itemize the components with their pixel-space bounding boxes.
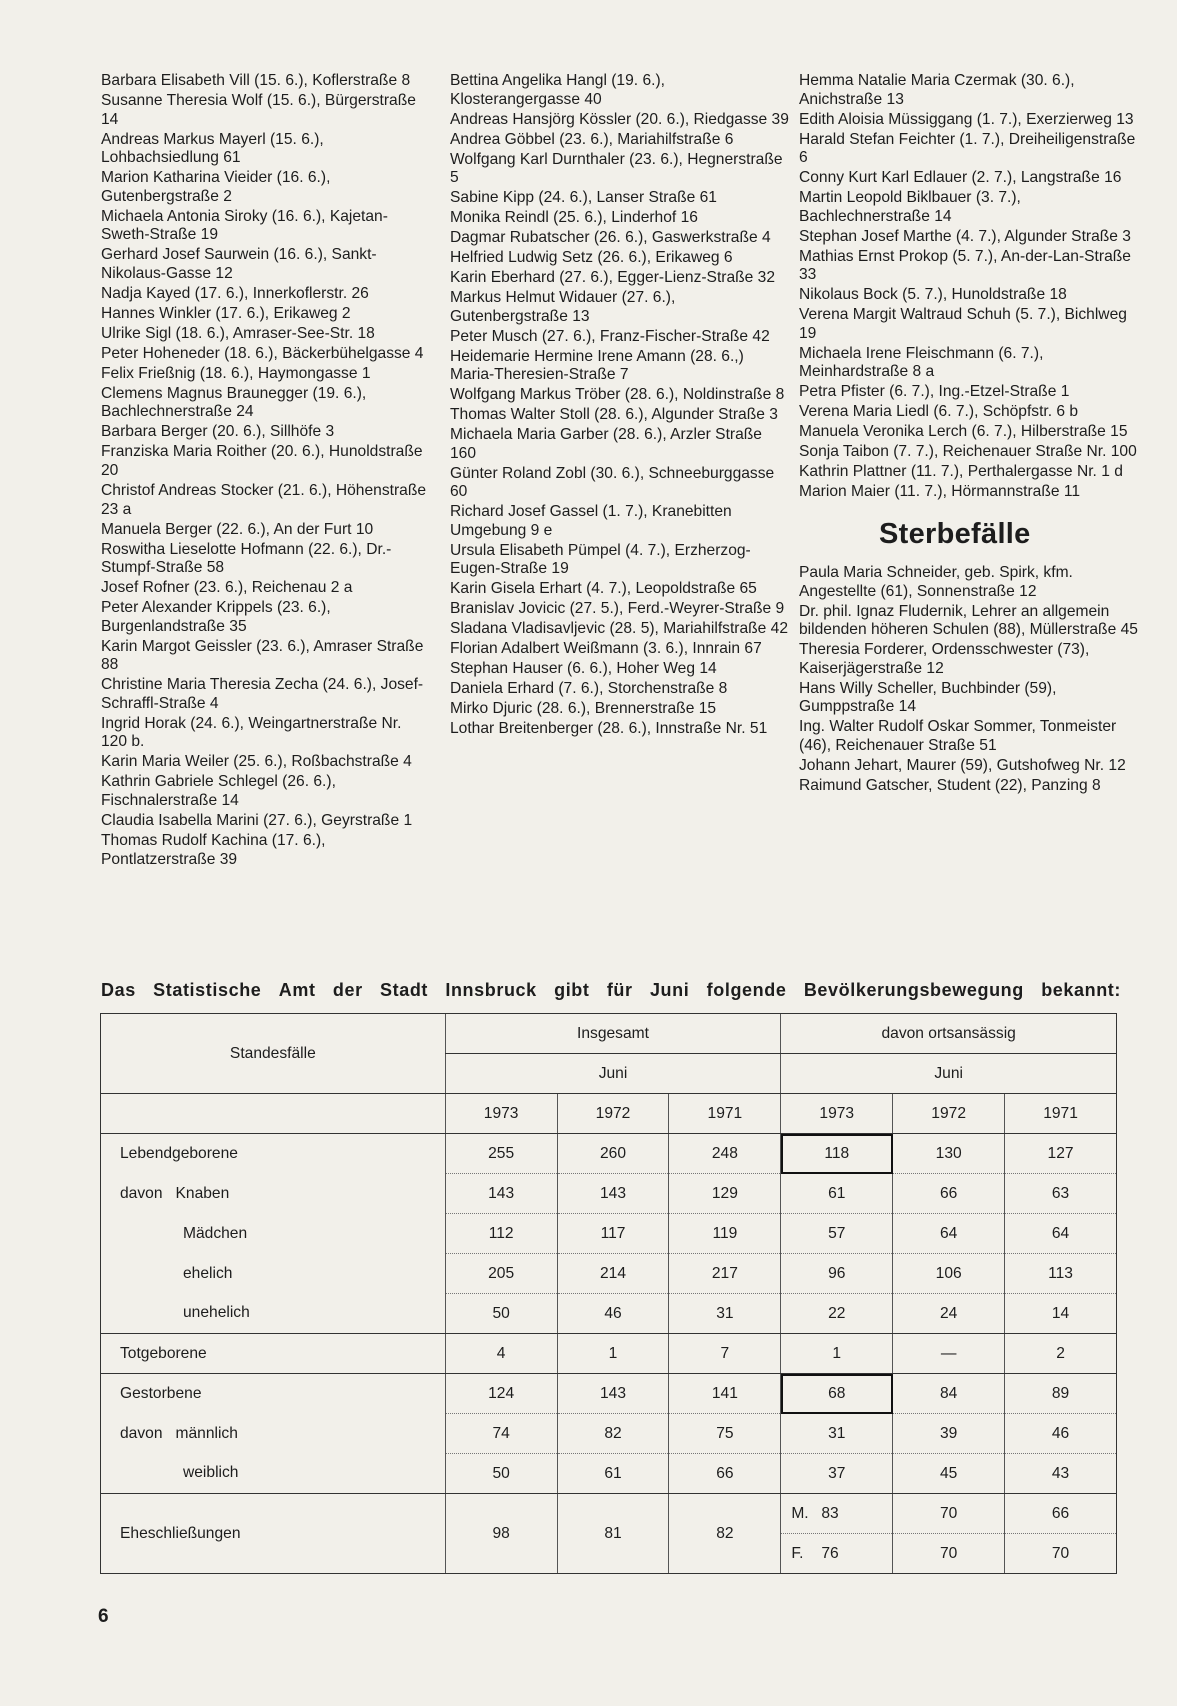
death-entry: Ing. Walter Rudolf Oskar Sommer, Tonmeister (46), Reichenauer Straße 51 <box>799 718 1117 754</box>
header-month: Juni <box>445 1054 781 1094</box>
cell: 57 <box>781 1214 893 1254</box>
table-row <box>101 1454 1117 1494</box>
birth-entry: Lothar Breitenberger (28. 6.), Innstraße Nr. 51 <box>450 720 768 738</box>
birth-entry: Gerhard Josef Saurwein (16. 6.), Sankt-Nikolaus-Gasse 12 <box>101 246 377 282</box>
cell: 2 <box>1005 1334 1117 1374</box>
cell: 46 <box>557 1294 669 1334</box>
death-entry: Dr. phil. Ignaz Fludernik, Lehrer an allgemein bildenden höheren Schulen (88), Müllerstraße 45 <box>799 602 1138 639</box>
cell: 24 <box>893 1294 1005 1334</box>
deaths-heading: Sterbefälle <box>879 517 1031 550</box>
birth-entry: Peter Musch (27. 6.), Franz-Fischer-Straße 42 <box>450 327 770 345</box>
table-row <box>101 1254 1117 1294</box>
birth-entry: Ulrike Sigl (18. 6.), Amraser-See-Str. 18 <box>101 324 375 342</box>
cell: 96 <box>781 1254 893 1294</box>
cell: 118 <box>781 1134 893 1174</box>
table-row <box>101 1214 1117 1254</box>
birth-entry: Ingrid Horak (24. 6.), Weingartnerstraße Nr. 120 b. <box>101 714 402 751</box>
birth-entry: Daniela Erhard (7. 6.), Storchenstraße 8 <box>450 680 728 698</box>
cell: 43 <box>1005 1454 1117 1494</box>
cell: 106 <box>893 1254 1005 1294</box>
cell: 61 <box>557 1454 669 1494</box>
cell: 68 <box>781 1374 893 1414</box>
table-row <box>101 1134 1117 1174</box>
birth-entry: Karin Maria Weiler (25. 6.), Roßbachstraße 4 <box>101 753 412 771</box>
male-key: M. <box>791 1504 809 1522</box>
birth-entry: Günter Roland Zobl (30. 6.), Schneeburggasse 60 <box>450 464 775 501</box>
title-word: Amt <box>278 980 316 1000</box>
birth-entry: Clemens Magnus Braunegger (19. 6.), Bachlechnerstraße 24 <box>101 384 367 421</box>
cell: 143 <box>445 1174 557 1214</box>
table-row <box>101 1334 1117 1374</box>
year-header: 1973 <box>781 1094 893 1134</box>
cell-male <box>781 1494 893 1534</box>
cell: 64 <box>893 1214 1005 1254</box>
cell: 39 <box>893 1414 1005 1454</box>
cell: 50 <box>445 1294 557 1334</box>
cell: 124 <box>445 1374 557 1414</box>
female-value: 76 <box>821 1544 839 1562</box>
cell-male: 70 <box>893 1494 1005 1534</box>
birth-entry: Kathrin Plattner (11. 7.), Perthalergasse Nr. 1 d <box>799 463 1123 481</box>
statistics-title <box>101 980 1121 1001</box>
header-label: Standesfälle <box>101 1014 446 1094</box>
birth-entry: Petra Pfister (6. 7.), Ing.-Etzel-Straße 1 <box>799 383 1070 401</box>
birth-entry: Harald Stefan Feichter (1. 7.), Dreiheiligenstraße 6 <box>799 130 1136 167</box>
page-number: 6 <box>98 1606 109 1627</box>
birth-entry: Susanne Theresia Wolf (15. 6.), Bürgerstraße 14 <box>101 91 416 128</box>
cell: 82 <box>557 1414 669 1454</box>
cell: 214 <box>557 1254 669 1294</box>
birth-entry: Thomas Walter Stoll (28. 6.), Algunder Straße 3 <box>450 406 778 424</box>
row-label: unehelich <box>101 1294 446 1334</box>
cell: 84 <box>893 1374 1005 1414</box>
cell: 1 <box>557 1334 669 1374</box>
row-label <box>101 1174 446 1214</box>
cell: 248 <box>669 1134 781 1174</box>
title-word: Innsbruck <box>445 980 537 1000</box>
birth-entry: Hemma Natalie Maria Czermak (30. 6.), Anichstraße 13 <box>799 72 1075 108</box>
birth-entry: Claudia Isabella Marini (27. 6.), Geyrstraße 1 <box>101 811 413 829</box>
cell: 127 <box>1005 1134 1117 1174</box>
title-word: der <box>332 980 363 1000</box>
header-month: Juni <box>781 1054 1117 1094</box>
death-entry: Johann Jehart, Maurer (59), Gutshofweg Nr. 12 <box>799 756 1126 774</box>
cell: 143 <box>557 1174 669 1214</box>
row-label: Eheschließungen <box>101 1494 446 1574</box>
table-row <box>101 1174 1117 1214</box>
cell-female: 70 <box>1005 1534 1117 1574</box>
death-entry: Paula Maria Schneider, geb. Spirk, kfm. Angestellte (61), Sonnenstraße 12 <box>799 563 1073 600</box>
birth-entry: Florian Adalbert Weißmann (3. 6.), Innrain 67 <box>450 640 762 658</box>
row-label: Mädchen <box>101 1214 446 1254</box>
birth-entry: Christof Andreas Stocker (21. 6.), Höhenstraße 23 a <box>101 481 427 518</box>
birth-entry: Andreas Hansjörg Kössler (20. 6.), Riedgasse 39 <box>450 110 789 128</box>
birth-entry: Peter Hoheneder (18. 6.), Bäckerbühelgasse 4 <box>101 344 424 362</box>
cell-male: 66 <box>1005 1494 1117 1534</box>
death-entry: Hans Willy Scheller, Buchbinder (59), Gumppstraße 14 <box>799 679 1057 716</box>
birth-entry: Heidemarie Hermine Irene Amann (28. 6.,) Maria-Theresien-Straße 7 <box>450 347 744 384</box>
cell: 112 <box>445 1214 557 1254</box>
birth-entry: Michaela Antonia Siroky (16. 6.), Kajetan-Sweth-Straße 19 <box>101 207 388 244</box>
table-header-row <box>101 1014 1117 1054</box>
cell: 46 <box>1005 1414 1117 1454</box>
cell: 50 <box>445 1454 557 1494</box>
births-column-3 <box>799 72 1139 797</box>
cell: 31 <box>669 1294 781 1334</box>
title-word: folgende <box>706 980 787 1000</box>
row-prefix: davon <box>120 1184 163 1202</box>
cell: 4 <box>445 1334 557 1374</box>
row-label-text: Knaben <box>175 1184 230 1202</box>
birth-entry: Nikolaus Bock (5. 7.), Hunoldstraße 18 <box>799 286 1067 304</box>
birth-entry: Josef Rofner (23. 6.), Reichenau 2 a <box>101 579 353 597</box>
table-row <box>101 1414 1117 1454</box>
birth-entry: Wolfgang Karl Durnthaler (23. 6.), Hegnerstraße 5 <box>450 150 783 187</box>
cell: 130 <box>893 1134 1005 1174</box>
birth-entry: Dagmar Rubatscher (26. 6.), Gaswerkstraße 4 <box>450 229 771 247</box>
year-header: 1972 <box>557 1094 669 1134</box>
cell: 64 <box>1005 1214 1117 1254</box>
year-header: 1971 <box>669 1094 781 1134</box>
cell: 45 <box>893 1454 1005 1494</box>
table-row <box>101 1294 1117 1334</box>
title-word: Stadt <box>380 980 429 1000</box>
birth-entry: Mirko Djuric (28. 6.), Brennerstraße 15 <box>450 700 717 718</box>
birth-entry: Sladana Vladisavljevic (28. 5), Mariahilfstraße 42 <box>450 620 789 638</box>
cell: 37 <box>781 1454 893 1494</box>
birth-entry: Martin Leopold Biklbauer (3. 7.), Bachlechnerstraße 14 <box>799 189 1021 225</box>
cell: 89 <box>1005 1374 1117 1414</box>
birth-entry: Stephan Josef Marthe (4. 7.), Algunder Straße 3 <box>799 227 1131 245</box>
cell: 260 <box>557 1134 669 1174</box>
female-key: F. <box>791 1544 804 1562</box>
cell: 113 <box>1005 1254 1117 1294</box>
cell: — <box>893 1334 1005 1374</box>
birth-entry: Michaela Irene Fleischmann (6. 7.), Meinhardstraße 8 a <box>799 344 1044 381</box>
cell: 66 <box>893 1174 1005 1214</box>
death-entry: Raimund Gatscher, Student (22), Panzing 8 <box>799 776 1101 794</box>
row-label: Gestorbene <box>101 1374 446 1414</box>
birth-entry: Stephan Hauser (6. 6.), Hoher Weg 14 <box>450 660 717 678</box>
title-word: gibt <box>554 980 590 1000</box>
birth-entry: Bettina Angelika Hangl (19. 6.), Klosterangergasse 40 <box>450 72 665 108</box>
birth-entry: Wolfgang Markus Tröber (28. 6.), Noldinstraße 8 <box>450 386 785 404</box>
cell: 63 <box>1005 1174 1117 1214</box>
birth-entry: Markus Helmut Widauer (27. 6.), Gutenbergstraße 13 <box>450 289 676 325</box>
row-label: ehelich <box>101 1254 446 1294</box>
cell: 129 <box>669 1174 781 1214</box>
birth-entry: Karin Gisela Erhart (4. 7.), Leopoldstraße 65 <box>450 580 757 598</box>
cell: 31 <box>781 1414 893 1454</box>
birth-entry: Roswitha Lieselotte Hofmann (22. 6.), Dr.-Stumpf-Straße 58 <box>101 540 392 577</box>
birth-entry: Andrea Göbbel (23. 6.), Mariahilfstraße 6 <box>450 130 734 148</box>
year-header: 1973 <box>445 1094 557 1134</box>
birth-entry: Sonja Taibon (7. 7.), Reichenauer Straße Nr. 100 <box>799 443 1137 461</box>
birth-entry: Mathias Ernst Prokop (5. 7.), An-der-Lan-Straße 33 <box>799 247 1131 284</box>
birth-entry: Marion Maier (11. 7.), Hörmannstraße 11 <box>799 483 1081 501</box>
birth-entry: Karin Margot Geissler (23. 6.), Amraser Straße 88 <box>101 637 424 674</box>
cell: 82 <box>669 1494 781 1574</box>
male-value: 83 <box>821 1504 839 1522</box>
birth-entry: Ursula Elisabeth Pümpel (4. 7.), Erzherzog-Eugen-Straße 19 <box>450 541 751 578</box>
table-year-row <box>101 1094 1117 1134</box>
title-word: bekannt: <box>1041 980 1121 1000</box>
birth-entry: Thomas Rudolf Kachina (17. 6.), Pontlatzerstraße 39 <box>101 831 326 868</box>
birth-entry: Manuela Veronika Lerch (6. 7.), Hilberstraße 15 <box>799 423 1128 441</box>
cell: 141 <box>669 1374 781 1414</box>
births-column-1 <box>101 72 431 871</box>
row-prefix: davon <box>120 1424 163 1442</box>
row-label-text: männlich <box>175 1424 238 1442</box>
cell: 143 <box>557 1374 669 1414</box>
cell: 119 <box>669 1214 781 1254</box>
title-word: für <box>606 980 633 1000</box>
cell: 66 <box>669 1454 781 1494</box>
birth-entry: Verena Margit Waltraud Schuh (5. 7.), Bichlweg 19 <box>799 306 1127 342</box>
row-label <box>101 1414 446 1454</box>
birth-entry: Christine Maria Theresia Zecha (24. 6.), Josef-Schraffl-Straße 4 <box>101 676 424 712</box>
cell: 1 <box>781 1334 893 1374</box>
birth-entry: Marion Katharina Vieider (16. 6.), Gutenbergstraße 2 <box>101 169 331 205</box>
birth-entry: Verena Maria Liedl (6. 7.), Schöpfstr. 6 b <box>799 403 1079 421</box>
cell: 74 <box>445 1414 557 1454</box>
birth-entry: Kathrin Gabriele Schlegel (26. 6.), Fischnalerstraße 14 <box>101 773 336 809</box>
birth-entry: Felix Frießnig (18. 6.), Haymongasse 1 <box>101 364 371 382</box>
birth-entry: Michaela Maria Garber (28. 6.), Arzler Straße 160 <box>450 426 762 462</box>
cell: 205 <box>445 1254 557 1294</box>
birth-entry: Nadja Kayed (17. 6.), Innerkoflerstr. 26 <box>101 284 369 302</box>
table-row <box>101 1374 1117 1414</box>
header-group-local: davon ortsansässig <box>781 1014 1117 1054</box>
cell: 22 <box>781 1294 893 1334</box>
birth-entry: Franziska Maria Roither (20. 6.), Hunoldstraße 20 <box>101 443 423 479</box>
cell-female: 70 <box>893 1534 1005 1574</box>
birth-entry: Edith Aloisia Müssiggang (1. 7.), Exerzierweg 13 <box>799 110 1134 128</box>
birth-entry: Andreas Markus Mayerl (15. 6.), Lohbachsiedlung 61 <box>101 130 324 167</box>
table-row <box>101 1494 1117 1534</box>
title-word: Juni <box>649 980 690 1000</box>
birth-entry: Peter Alexander Krippels (23. 6.), Burgenlandstraße 35 <box>101 599 331 635</box>
title-word: Bevölkerungsbewegung <box>803 980 1024 1000</box>
cell: 255 <box>445 1134 557 1174</box>
cell: 75 <box>669 1414 781 1454</box>
cell: 61 <box>781 1174 893 1214</box>
birth-entry: Manuela Berger (22. 6.), An der Furt 10 <box>101 520 374 538</box>
birth-entry: Richard Josef Gassel (1. 7.), Kranebitten Umgebung 9 e <box>450 503 732 539</box>
birth-entry: Helfried Ludwig Setz (26. 6.), Erikaweg 6 <box>450 249 733 267</box>
birth-entry: Conny Kurt Karl Edlauer (2. 7.), Langstraße 16 <box>799 169 1122 187</box>
row-label: Totgeborene <box>101 1334 446 1374</box>
birth-entry: Branislav Jovicic (27. 5.), Ferd.-Weyrer-Straße 9 <box>450 600 785 618</box>
birth-entry: Hannes Winkler (17. 6.), Erikaweg 2 <box>101 304 351 322</box>
cell: 81 <box>557 1494 669 1574</box>
row-label: Lebendgeborene <box>101 1134 446 1174</box>
birth-entry: Monika Reindl (25. 6.), Linderhof 16 <box>450 209 698 227</box>
birth-entry: Sabine Kipp (24. 6.), Lanser Straße 61 <box>450 189 717 207</box>
statistics-table <box>100 1013 1117 1574</box>
year-header: 1972 <box>893 1094 1005 1134</box>
cell: 117 <box>557 1214 669 1254</box>
cell: 7 <box>669 1334 781 1374</box>
cell: 217 <box>669 1254 781 1294</box>
row-label: weiblich <box>101 1454 446 1494</box>
title-word: Das <box>101 980 136 1000</box>
cell: 98 <box>445 1494 557 1574</box>
death-entry: Theresia Forderer, Ordensschwester (73), Kaiserjägerstraße 12 <box>799 641 1090 677</box>
births-column-2 <box>450 72 790 740</box>
title-word: Statistische <box>153 980 262 1000</box>
header-group-total: Insgesamt <box>445 1014 781 1054</box>
cell: 14 <box>1005 1294 1117 1334</box>
birth-entry: Barbara Elisabeth Vill (15. 6.), Koflerstraße 8 <box>101 72 411 89</box>
cell-female <box>781 1534 893 1574</box>
birth-entry: Karin Eberhard (27. 6.), Egger-Lienz-Straße 32 <box>450 269 776 287</box>
year-header: 1971 <box>1005 1094 1117 1134</box>
birth-entry: Barbara Berger (20. 6.), Sillhöfe 3 <box>101 423 335 441</box>
